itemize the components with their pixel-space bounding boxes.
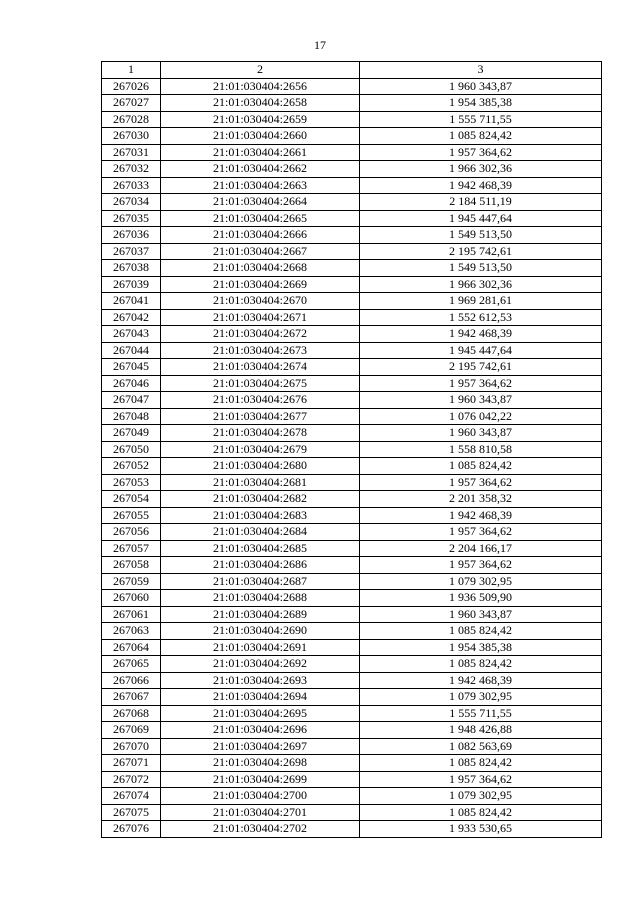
value-cell: 1 942 468,39 bbox=[360, 507, 602, 524]
value-cell: 1 957 364,62 bbox=[360, 474, 602, 491]
table-row bbox=[102, 573, 602, 590]
cadastral-number-cell: 21:01:030404:2670 bbox=[161, 293, 360, 310]
table-row bbox=[102, 722, 602, 739]
table-row bbox=[102, 210, 602, 227]
record-number-cell: 267032 bbox=[102, 161, 161, 178]
table-row bbox=[102, 227, 602, 244]
value-cell: 2 201 358,32 bbox=[360, 491, 602, 508]
record-number-cell: 267031 bbox=[102, 144, 161, 161]
value-cell: 1 966 302,36 bbox=[360, 276, 602, 293]
value-cell: 1 960 343,87 bbox=[360, 78, 602, 95]
cadastral-number-cell: 21:01:030404:2667 bbox=[161, 243, 360, 260]
record-number-cell: 267070 bbox=[102, 738, 161, 755]
record-number-cell: 267071 bbox=[102, 755, 161, 772]
record-number-cell: 267045 bbox=[102, 359, 161, 376]
value-cell: 1 085 824,42 bbox=[360, 804, 602, 821]
cadastral-number-cell: 21:01:030404:2659 bbox=[161, 111, 360, 128]
table-row bbox=[102, 821, 602, 838]
record-number-cell: 267064 bbox=[102, 639, 161, 656]
table-row bbox=[102, 342, 602, 359]
record-number-cell: 267063 bbox=[102, 623, 161, 640]
value-cell: 1 957 364,62 bbox=[360, 771, 602, 788]
cadastral-number-cell: 21:01:030404:2696 bbox=[161, 722, 360, 739]
value-cell: 1 555 711,55 bbox=[360, 705, 602, 722]
table-row bbox=[102, 78, 602, 95]
cadastral-number-cell: 21:01:030404:2678 bbox=[161, 425, 360, 442]
cadastral-number-cell: 21:01:030404:2669 bbox=[161, 276, 360, 293]
column-header-2: 2 bbox=[161, 62, 360, 79]
cadastral-number-cell: 21:01:030404:2658 bbox=[161, 95, 360, 112]
table-row bbox=[102, 144, 602, 161]
record-number-cell: 267076 bbox=[102, 821, 161, 838]
cadastral-number-cell: 21:01:030404:2671 bbox=[161, 309, 360, 326]
table-body bbox=[102, 78, 602, 837]
table-row bbox=[102, 375, 602, 392]
record-number-cell: 267060 bbox=[102, 590, 161, 607]
table-row bbox=[102, 111, 602, 128]
value-cell: 1 085 824,42 bbox=[360, 458, 602, 475]
cadastral-number-cell: 21:01:030404:2661 bbox=[161, 144, 360, 161]
value-cell: 1 957 364,62 bbox=[360, 375, 602, 392]
value-cell: 1 957 364,62 bbox=[360, 144, 602, 161]
cadastral-number-cell: 21:01:030404:2693 bbox=[161, 672, 360, 689]
cadastral-number-cell: 21:01:030404:2660 bbox=[161, 128, 360, 145]
cadastral-number-cell: 21:01:030404:2679 bbox=[161, 441, 360, 458]
value-cell: 1 549 513,50 bbox=[360, 260, 602, 277]
table-row bbox=[102, 771, 602, 788]
value-cell: 1 966 302,36 bbox=[360, 161, 602, 178]
record-number-cell: 267047 bbox=[102, 392, 161, 409]
table-row bbox=[102, 260, 602, 277]
registry-table bbox=[101, 61, 602, 838]
header-row bbox=[102, 62, 602, 79]
value-cell: 1 948 426,88 bbox=[360, 722, 602, 739]
cadastral-number-cell: 21:01:030404:2692 bbox=[161, 656, 360, 673]
record-number-cell: 267068 bbox=[102, 705, 161, 722]
cadastral-number-cell: 21:01:030404:2695 bbox=[161, 705, 360, 722]
record-number-cell: 267057 bbox=[102, 540, 161, 557]
cadastral-number-cell: 21:01:030404:2694 bbox=[161, 689, 360, 706]
value-cell: 1 549 513,50 bbox=[360, 227, 602, 244]
record-number-cell: 267074 bbox=[102, 788, 161, 805]
column-header-1: 1 bbox=[102, 62, 161, 79]
record-number-cell: 267033 bbox=[102, 177, 161, 194]
cadastral-number-cell: 21:01:030404:2676 bbox=[161, 392, 360, 409]
record-number-cell: 267041 bbox=[102, 293, 161, 310]
cadastral-number-cell: 21:01:030404:2697 bbox=[161, 738, 360, 755]
value-cell: 1 552 612,53 bbox=[360, 309, 602, 326]
cadastral-number-cell: 21:01:030404:2699 bbox=[161, 771, 360, 788]
table-row bbox=[102, 689, 602, 706]
value-cell: 1 085 824,42 bbox=[360, 755, 602, 772]
value-cell: 1 082 563,69 bbox=[360, 738, 602, 755]
value-cell: 1 085 824,42 bbox=[360, 128, 602, 145]
table-row bbox=[102, 474, 602, 491]
table-row bbox=[102, 326, 602, 343]
table-row bbox=[102, 293, 602, 310]
value-cell: 1 942 468,39 bbox=[360, 177, 602, 194]
cadastral-number-cell: 21:01:030404:2691 bbox=[161, 639, 360, 656]
value-cell: 1 085 824,42 bbox=[360, 656, 602, 673]
record-number-cell: 267039 bbox=[102, 276, 161, 293]
table-row bbox=[102, 507, 602, 524]
value-cell: 1 942 468,39 bbox=[360, 672, 602, 689]
value-cell: 1 085 824,42 bbox=[360, 623, 602, 640]
record-number-cell: 267044 bbox=[102, 342, 161, 359]
cadastral-number-cell: 21:01:030404:2700 bbox=[161, 788, 360, 805]
table-header bbox=[102, 62, 602, 79]
table-row bbox=[102, 738, 602, 755]
table-row bbox=[102, 425, 602, 442]
record-number-cell: 267069 bbox=[102, 722, 161, 739]
value-cell: 2 184 511,19 bbox=[360, 194, 602, 211]
record-number-cell: 267056 bbox=[102, 524, 161, 541]
record-number-cell: 267052 bbox=[102, 458, 161, 475]
cadastral-number-cell: 21:01:030404:2688 bbox=[161, 590, 360, 607]
record-number-cell: 267055 bbox=[102, 507, 161, 524]
table-row bbox=[102, 557, 602, 574]
table-row bbox=[102, 491, 602, 508]
value-cell: 1 954 385,38 bbox=[360, 95, 602, 112]
record-number-cell: 267075 bbox=[102, 804, 161, 821]
record-number-cell: 267036 bbox=[102, 227, 161, 244]
cadastral-number-cell: 21:01:030404:2674 bbox=[161, 359, 360, 376]
record-number-cell: 267030 bbox=[102, 128, 161, 145]
cadastral-number-cell: 21:01:030404:2677 bbox=[161, 408, 360, 425]
record-number-cell: 267050 bbox=[102, 441, 161, 458]
value-cell: 1 945 447,64 bbox=[360, 342, 602, 359]
record-number-cell: 267065 bbox=[102, 656, 161, 673]
value-cell: 1 558 810,58 bbox=[360, 441, 602, 458]
value-cell: 1 969 281,61 bbox=[360, 293, 602, 310]
record-number-cell: 267027 bbox=[102, 95, 161, 112]
table-row bbox=[102, 392, 602, 409]
page-number: 17 bbox=[314, 38, 326, 52]
record-number-cell: 267072 bbox=[102, 771, 161, 788]
value-cell: 1 960 343,87 bbox=[360, 606, 602, 623]
cadastral-number-cell: 21:01:030404:2685 bbox=[161, 540, 360, 557]
cadastral-number-cell: 21:01:030404:2683 bbox=[161, 507, 360, 524]
record-number-cell: 267037 bbox=[102, 243, 161, 260]
table-row bbox=[102, 656, 602, 673]
value-cell: 1 960 343,87 bbox=[360, 425, 602, 442]
value-cell: 1 960 343,87 bbox=[360, 392, 602, 409]
cadastral-number-cell: 21:01:030404:2690 bbox=[161, 623, 360, 640]
cadastral-number-cell: 21:01:030404:2686 bbox=[161, 557, 360, 574]
table-row bbox=[102, 458, 602, 475]
cadastral-number-cell: 21:01:030404:2681 bbox=[161, 474, 360, 491]
table-row bbox=[102, 128, 602, 145]
record-number-cell: 267067 bbox=[102, 689, 161, 706]
table-row bbox=[102, 177, 602, 194]
table-row bbox=[102, 309, 602, 326]
table-row bbox=[102, 441, 602, 458]
cadastral-number-cell: 21:01:030404:2680 bbox=[161, 458, 360, 475]
value-cell: 1 942 468,39 bbox=[360, 326, 602, 343]
table-row bbox=[102, 243, 602, 260]
record-number-cell: 267043 bbox=[102, 326, 161, 343]
value-cell: 1 954 385,38 bbox=[360, 639, 602, 656]
table-row bbox=[102, 639, 602, 656]
cadastral-number-cell: 21:01:030404:2672 bbox=[161, 326, 360, 343]
record-number-cell: 267049 bbox=[102, 425, 161, 442]
table-row bbox=[102, 623, 602, 640]
cadastral-number-cell: 21:01:030404:2701 bbox=[161, 804, 360, 821]
value-cell: 1 957 364,62 bbox=[360, 524, 602, 541]
cadastral-number-cell: 21:01:030404:2687 bbox=[161, 573, 360, 590]
value-cell: 2 195 742,61 bbox=[360, 243, 602, 260]
value-cell: 2 204 166,17 bbox=[360, 540, 602, 557]
value-cell: 1 079 302,95 bbox=[360, 689, 602, 706]
cadastral-number-cell: 21:01:030404:2689 bbox=[161, 606, 360, 623]
record-number-cell: 267061 bbox=[102, 606, 161, 623]
value-cell: 1 079 302,95 bbox=[360, 573, 602, 590]
table-row bbox=[102, 408, 602, 425]
record-number-cell: 267038 bbox=[102, 260, 161, 277]
value-cell: 2 195 742,61 bbox=[360, 359, 602, 376]
cadastral-number-cell: 21:01:030404:2698 bbox=[161, 755, 360, 772]
table-row bbox=[102, 590, 602, 607]
table-row bbox=[102, 359, 602, 376]
record-number-cell: 267042 bbox=[102, 309, 161, 326]
record-number-cell: 267066 bbox=[102, 672, 161, 689]
cadastral-number-cell: 21:01:030404:2666 bbox=[161, 227, 360, 244]
record-number-cell: 267058 bbox=[102, 557, 161, 574]
table-row bbox=[102, 788, 602, 805]
record-number-cell: 267059 bbox=[102, 573, 161, 590]
value-cell: 1 945 447,64 bbox=[360, 210, 602, 227]
table-row bbox=[102, 804, 602, 821]
table-row bbox=[102, 161, 602, 178]
table-row bbox=[102, 755, 602, 772]
table-row bbox=[102, 606, 602, 623]
record-number-cell: 267035 bbox=[102, 210, 161, 227]
record-number-cell: 267028 bbox=[102, 111, 161, 128]
record-number-cell: 267046 bbox=[102, 375, 161, 392]
cadastral-number-cell: 21:01:030404:2665 bbox=[161, 210, 360, 227]
value-cell: 1 936 509,90 bbox=[360, 590, 602, 607]
cadastral-number-cell: 21:01:030404:2668 bbox=[161, 260, 360, 277]
cadastral-number-cell: 21:01:030404:2664 bbox=[161, 194, 360, 211]
cadastral-number-cell: 21:01:030404:2662 bbox=[161, 161, 360, 178]
table-row bbox=[102, 524, 602, 541]
record-number-cell: 267053 bbox=[102, 474, 161, 491]
value-cell: 1 555 711,55 bbox=[360, 111, 602, 128]
cadastral-number-cell: 21:01:030404:2663 bbox=[161, 177, 360, 194]
table-row bbox=[102, 194, 602, 211]
cadastral-number-cell: 21:01:030404:2675 bbox=[161, 375, 360, 392]
record-number-cell: 267054 bbox=[102, 491, 161, 508]
cadastral-number-cell: 21:01:030404:2682 bbox=[161, 491, 360, 508]
record-number-cell: 267026 bbox=[102, 78, 161, 95]
column-header-3: 3 bbox=[360, 62, 602, 79]
table-row bbox=[102, 95, 602, 112]
value-cell: 1 079 302,95 bbox=[360, 788, 602, 805]
value-cell: 1 933 530,65 bbox=[360, 821, 602, 838]
record-number-cell: 267048 bbox=[102, 408, 161, 425]
value-cell: 1 076 042,22 bbox=[360, 408, 602, 425]
cadastral-number-cell: 21:01:030404:2656 bbox=[161, 78, 360, 95]
cadastral-number-cell: 21:01:030404:2702 bbox=[161, 821, 360, 838]
table-row bbox=[102, 705, 602, 722]
cadastral-number-cell: 21:01:030404:2673 bbox=[161, 342, 360, 359]
table-row bbox=[102, 276, 602, 293]
record-number-cell: 267034 bbox=[102, 194, 161, 211]
value-cell: 1 957 364,62 bbox=[360, 557, 602, 574]
table-row bbox=[102, 672, 602, 689]
table-row bbox=[102, 540, 602, 557]
cadastral-number-cell: 21:01:030404:2684 bbox=[161, 524, 360, 541]
